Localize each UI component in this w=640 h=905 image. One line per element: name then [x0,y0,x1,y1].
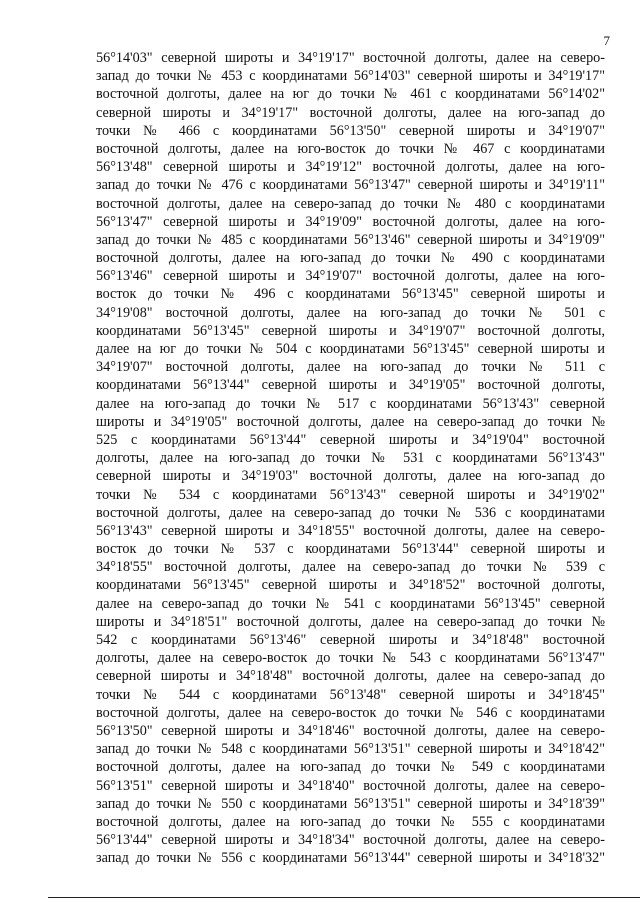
text-line: восточной долготы, далее на северо-восток до точки № 546 с координатами [96,704,605,721]
text-line: точки № 544 с координатами 56°13'48" северной широты и 34°18'45" [96,686,605,703]
text-line: далее на северо-запад до точки № 541 с координатами 56°13'45" северной [96,595,605,612]
text-line: 525 с координатами 56°13'44" северной широты и 34°19'04" восточной [96,431,605,448]
text-line: координатами 56°13'44" северной широты и 34°19'05" восточной долготы, [96,377,605,394]
text-line: восточной долготы, далее на юго-запад до точки № 490 с координатами [96,250,605,267]
text-line: координатами 56°13'45" северной широты и 34°19'07" восточной долготы, [96,322,605,339]
text-line: широты и 34°18'51" восточной долготы, далее на северо-запад до точки № [96,613,605,630]
text-line: запад до точки № 476 с координатами 56°13'47" северной широты и 34°19'11" [96,177,605,194]
text-line: восточной долготы, далее на северо-запад до точки № 536 с координатами [96,504,605,521]
body-paragraph [96,49,605,867]
text-line: 34°19'08" восточной долготы, далее на юго-запад до точки № 501 с [96,304,605,321]
text-line: запад до точки № 485 с координатами 56°13'46" северной широты и 34°19'09" [96,231,605,248]
text-line: координатами 56°13'45" северной широты и 34°18'52" восточной долготы, [96,577,605,594]
text-line: 56°13'51" северной широты и 34°18'40" восточной долготы, далее на северо- [96,777,605,794]
text-line: 542 с координатами 56°13'46" северной широты и 34°18'48" восточной [96,632,605,648]
text-line: 34°19'07" восточной долготы, далее на юго-запад до точки № 511 с [96,359,605,376]
text-line: далее на юг до точки № 504 с координатами 56°13'45" северной широты и [96,341,605,357]
text-line: точки № 466 с координатами 56°13'50" северной широты и 34°19'07" [96,122,605,139]
text-line: запад до точки № 550 с координатами 56°13'51" северной широты и 34°18'39" [96,795,605,812]
text-line: запад до точки № 556 с координатами 56°13'44" северной широты и 34°18'32" [96,850,605,867]
text-line: точки № 534 с координатами 56°13'43" северной широты и 34°19'02" [96,486,605,503]
text-line: восток до точки № 496 с координатами 56°13'45" северной широты и [96,286,605,303]
text-line: восточной долготы, далее на юго-запад до точки № 549 с координатами [96,759,605,776]
text-line: широты и 34°19'05" восточной долготы, далее на северо-запад до точки № [96,413,605,430]
text-line: далее на юго-запад до точки № 517 с координатами 56°13'43" северной [96,395,605,412]
text-line: 56°14'03" северной широты и 34°19'17" восточной долготы, далее на северо- [96,50,605,66]
text-line: 56°13'44" северной широты и 34°18'34" восточной долготы, далее на северо- [96,832,605,849]
text-line: 56°13'48" северной широты и 34°19'12" восточной долготы, далее на юго- [96,159,605,176]
text-line: долготы, далее на северо-восток до точки № 543 с координатами 56°13'47" [96,650,605,667]
text-line: 56°13'50" северной широты и 34°18'46" восточной долготы, далее на северо- [96,722,605,739]
text-line: северной широты и 34°18'48" восточной долготы, далее на северо-запад до [96,668,605,685]
text-line: долготы, далее на юго-запад до точки № 531 с координатами 56°13'43" [96,450,605,467]
text-line: запад до точки № 453 с координатами 56°14'03" северной широты и 34°19'17" [96,68,605,85]
text-line: северной широты и 34°19'17" восточной долготы, далее на юго-запад до [96,104,605,121]
text-line: восточной долготы, далее на юго-восток до точки № 467 с координатами [96,140,605,157]
text-line: восточной долготы, далее на северо-запад до точки № 480 с координатами [96,195,605,212]
text-line: восток до точки № 537 с координатами 56°13'44" северной широты и [96,541,605,558]
text-line: восточной долготы, далее на юг до точки № 461 с координатами 56°14'02" [96,86,605,103]
text-line: восточной долготы, далее на юго-запад до точки № 555 с координатами [96,813,605,830]
text-line: 56°13'43" северной широты и 34°18'55" восточной долготы, далее на северо- [96,522,605,539]
text-line: запад до точки № 548 с координатами 56°13'51" северной широты и 34°18'42" [96,741,605,758]
text-line: 56°13'47" северной широты и 34°19'09" восточной долготы, далее на юго- [96,213,605,230]
page-number: 7 [603,33,610,48]
text-line: северной широты и 34°19'03" восточной долготы, далее на юго-запад до [96,468,605,485]
footer-rule [48,897,640,898]
text-line: 34°18'55" восточной долготы, далее на северо-запад до точки № 539 с [96,559,605,576]
text-line: 56°13'46" северной широты и 34°19'07" восточной долготы, далее на юго- [96,268,605,285]
